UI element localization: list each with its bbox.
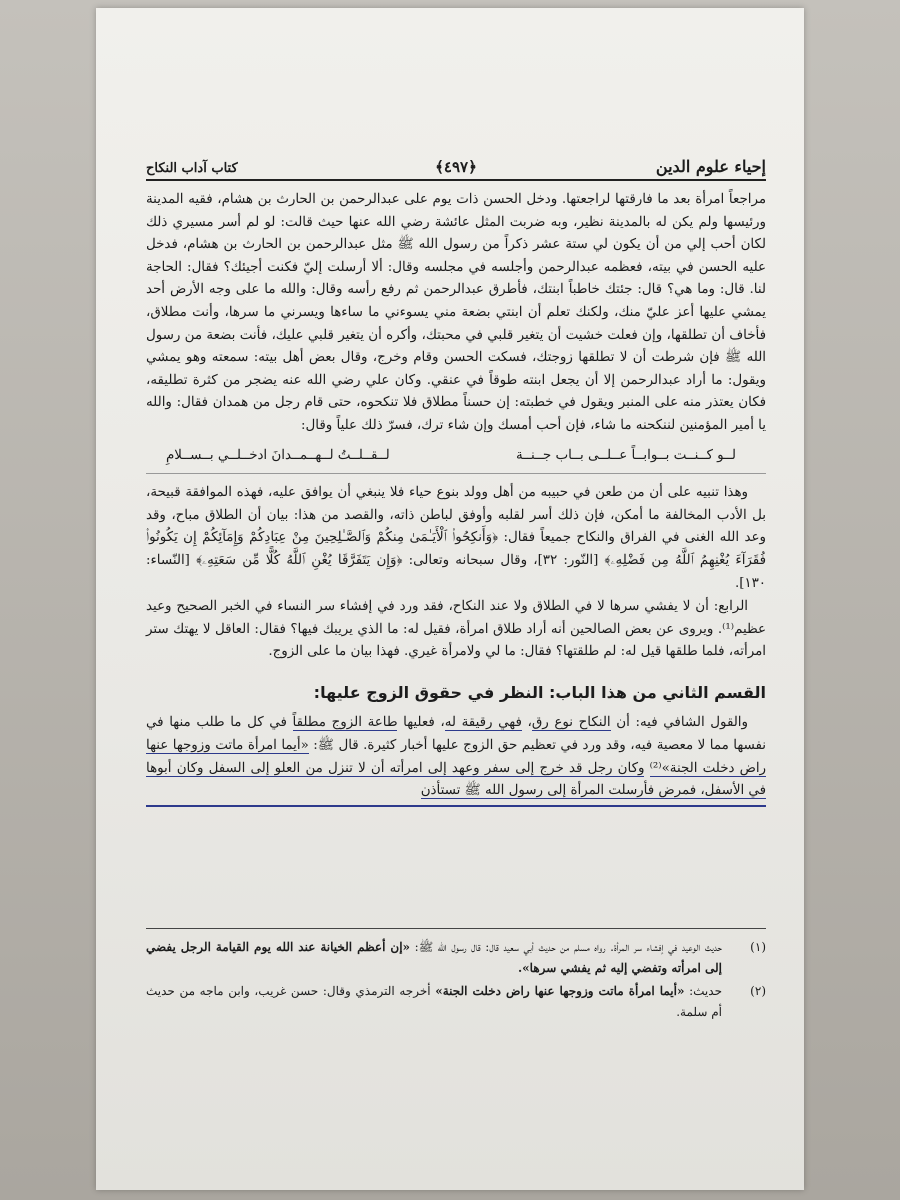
pen-underline: طاعة الزوج مطلقاً xyxy=(292,715,398,731)
pen-underline: فهي رقيقة له xyxy=(444,715,522,731)
book-title: إحياء علوم الدين xyxy=(655,157,766,176)
footnotes xyxy=(146,928,766,1025)
text-run xyxy=(644,761,649,776)
footnote-plain: حديث: xyxy=(684,984,722,998)
footnote-hadith: «إن أعظم الخيانة عند الله يوم القيامة الرجل يفضي إلى امرأته وتفضي إليه ثم يفشي سرها». xyxy=(146,940,722,975)
book-page xyxy=(146,146,766,808)
footnote-plain: أخرجه الترمذي وقال: حسن غريب، وابن ماجه من حديث أم سلمة. xyxy=(146,984,722,1019)
chapter-title: كتاب آداب النكاح xyxy=(146,161,238,176)
paragraph: الرابع: أن لا يفشي سرها لا في الطلاق ولا عند النكاح، فقد ورد في إفشاء سر النساء في الخبر الصحيح وعيد عظيم⁽¹⁾. ويروى عن بعض الصالحين أنه أراد طلاق امرأة، فقيل له: ما الذي يريبك فيها؟ فقال: العاقل لا يهتك ستر امرأته، فلما طلقها قيل له: لم طلقتها؟ فقال: ما لي ولامرأة غيري. فهذا بيان ما على الزوج. xyxy=(146,599,766,660)
paragraph: مراجعاً امرأة بعد ما فارقتها لراجعتها. ودخل الحسن ذات يوم على عبدالرحمن بن الحارث بن هشام، فقيه المدينة ورئيسها ولم يكن له بالمدينة نظير، وبه ضربت المثل عائشة رضي الله عنها حيث قالت: لو لم أسر مسيري ذلك لكان أحب إلي من أن يكون لي ستة عشر ذكراً من رسول الله ﷺ مثل عبدالرحمن بن الحارث بن هشام، فدخل عليه الحسن في بيته، فعظمه عبدالرحمن وأجلسه في مجلسه وقال: ألا أرسلت إليّ فكنت أجيئك؟ فقال: الحاجة لنا. قال: وما هي؟ قال: جئتك خاطباً ابنتك، فأطرق عبدالرحمن ثم رفع رأسه وقال: والله ما على وجه الأرض أحد يمشي عليها أعز عليّ منك، ولكنك تعلم أن ابنتي بضعة مني يسوءني ما ساءها ويسرني ما سرها، وأنت مطلاق، فأخاف أن تطلقها، وإن فعلت خشيت أن يتغير قلبي في محبتك، وأكره أن يتغير قلبي عليك، فأنت بضعة من رسول الله ﷺ فإن شرطت أن لا تطلقها زوجتك، فسكت الحسن وقام وخرج، وقال بعض أهل بيته: سمعته وهو يمشي ويقول: ما أراد عبدالرحمن إلا أن يجعل ابنته طوقاً في عنقي. وكان علي رضي الله عنه يضجر من كثرة تطليقه، فكان يعتذر منه على المنبر ويقول في خطبته: إن حسناً مطلاق فلا تنكحوه، حتى قام رجل من همدان فقال: والله يا أمير المؤمنين لننكحنه ما شاء، فإن أحب أمسك وإن شاء ترك، فسرّ ذلك علياً وقال: xyxy=(146,192,766,433)
footnote-number: (١) xyxy=(750,940,766,954)
poem-hemistich-2: لــقــلــتُ لــهــمــدانَ ادخــلــي بــســلامِ xyxy=(166,447,390,463)
footnote xyxy=(146,937,766,979)
text-run: والقول الشافي فيه: أن xyxy=(610,715,748,731)
highlighted-paragraph xyxy=(146,712,766,806)
text-run: في كل ما طلب منها في نفسها مما لا معصية فيه، وقد ورد في تعظيم حق الزوج عليها أخبار كثيرة. قال ﷺ: xyxy=(146,715,766,754)
main-text xyxy=(146,189,766,807)
footnote-plain: حديث الوعيد في إفشاء سر المرأة. رواه مسلم من حديث أبي سعيد قال: قال رسول الله ﷺ: xyxy=(410,940,722,954)
text-run: ، xyxy=(521,715,532,731)
footnote-hadith: «أيما امرأة ماتت وزوجها عنها راض دخلت الجنة» xyxy=(435,984,685,998)
page-number: ﴿٤٩٧﴾ xyxy=(435,158,477,176)
pen-underline: وكان رجل قد خرج إلى سفر وعهد إلى امرأته أن لا تنزل من العلو إلى السفل وكان أبوها في الأسفل، فمرض فأرسلت المرأة إلى رسول الله ﷺ تستأذن xyxy=(146,760,766,799)
footnote-text xyxy=(146,981,722,1023)
section-heading: القسم الثاني من هذا الباب: النظر في حقوق الزوج عليها: xyxy=(313,682,766,702)
paragraph: وهذا تنبيه على أن من طعن في حبيبه من أهل وولد بنوع حياء فلا ينبغي أن يوافق عليه، فهذه الموافقة قبيحة، بل الأدب المخالفة ما أمكن، فإن ذلك أسر لقلبه وأوفق لباطن ذاته، والقصد من هذا: بيان أن الطلاق مباح، وقد وعد الله الغنى في الفراق والنكاح جميعاً فقال: ﴿وَأَنكِحُوا۟ ٱلْأَيَـٰمَىٰ مِنكُمْ وَٱلصَّـٰلِحِينَ مِنْ عِبَادِكُمْ وَإِمَآئِكُمْ إِن يَكُونُوا۟ فُقَرَآءَ يُغْنِهِمُ ٱللَّهُ مِن فَضْلِهِۦ﴾ [النّور: ٣٢]، وقال سبحانه وتعالى: ﴿وَإِن يَتَفَرَّقَا يُغْنِ ٱللَّهُ كُلًّا مِّن سَعَتِهِۦ﴾ [النّساء: ١٣٠]. xyxy=(146,485,766,591)
pen-underline: «أيما امرأة ماتت وزوجها عنها راض دخلت الجنة»⁽²⁾ xyxy=(146,738,767,776)
footnote xyxy=(146,981,766,1023)
running-header xyxy=(146,146,766,181)
footnote-text xyxy=(146,937,722,979)
poem-hemistich-1: لــو كــنــت بــوابــاً عــلــى بــاب جــنــة xyxy=(516,447,736,463)
poem-verse xyxy=(146,439,766,475)
text-run: ، فعليها xyxy=(397,715,445,731)
footnote-number: (٢) xyxy=(750,984,766,998)
pen-underline: النكاح نوع رق xyxy=(531,715,611,731)
